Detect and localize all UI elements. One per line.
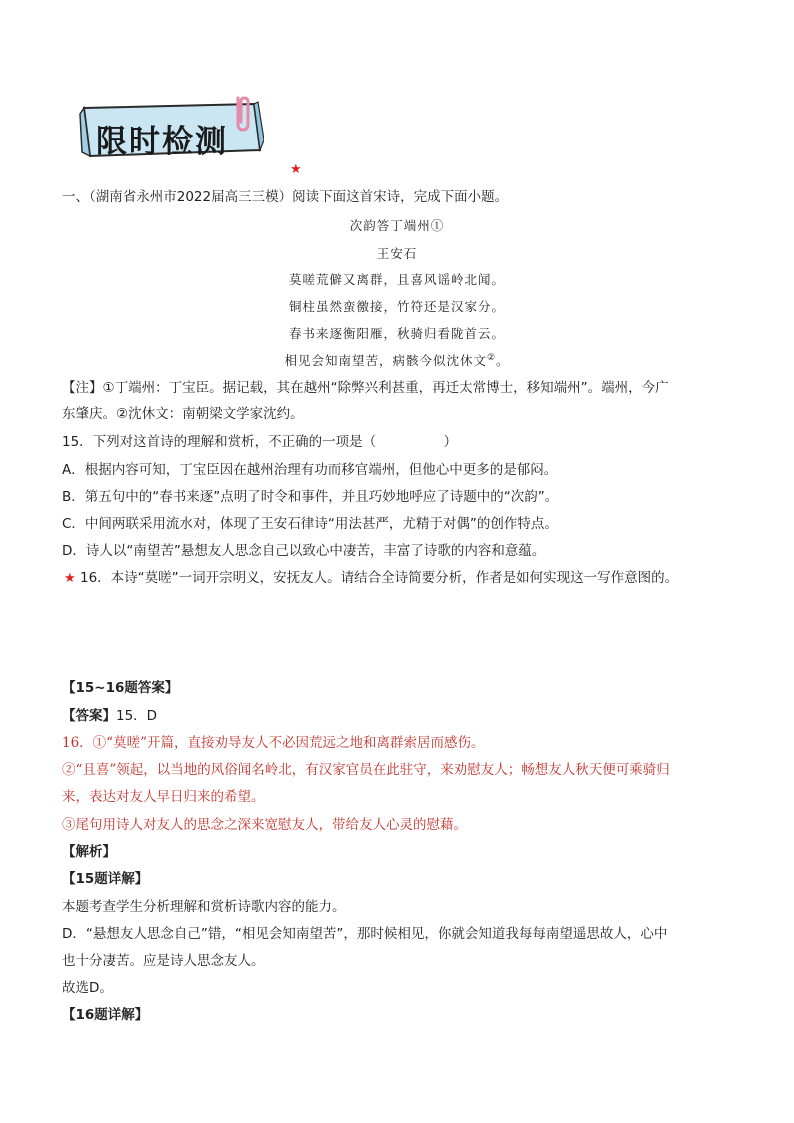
answer-16-point-1: 16．①“莫嗟”开篇，直接劝导友人不必因荒远之地和离群索居而感伤。 [62, 735, 485, 751]
poem-line: 莫嗟荒僻又离群，且喜风谣岭北闻。 [288, 272, 505, 287]
answer-16-point-2-cont: 来，表达对友人早日归来的希望。 [62, 789, 265, 805]
notes-line: 【注】①丁端州：丁宝臣。据记载，其在越州“除弊兴利甚重，再迁太常博士，移知端州”。端州，今广 [62, 380, 669, 396]
q15-analysis-title: 【15题详解】 [62, 871, 149, 887]
star-icon: ★ [290, 162, 302, 177]
question-16-stem: 16．本诗“莫嗟”一词开宗明义，安抚友人。请结合全诗简要分析，作者是如何实现这一写作意图的。 [80, 570, 679, 586]
question-15-stem: 15．下列对这首诗的理解和赏析，不正确的一项是（ ） [62, 434, 458, 450]
answer-section-title: 【15~16题答案】 [62, 680, 179, 696]
star-icon: ★ [64, 571, 76, 586]
option-a: A．根据内容可知，丁宝臣因在越州治理有功而移官端州，但他心中更多的是郁闷。 [62, 462, 558, 478]
poem-line: 春书来逐衡阳雁，秋骑归看陇首云。 [288, 326, 505, 341]
analysis-title: 【解析】 [62, 844, 116, 860]
page-title: 限时检测 [96, 124, 228, 160]
poem-title: 次韵答丁端州① [349, 218, 445, 233]
question-intro: 一、（湖南省永州市2022届高三三模）阅读下面这首宋诗，完成下面小题。 [62, 189, 509, 205]
option-d: D．诗人以“南望苦”悬想友人思念自己以致心中凄苦，丰富了诗歌的内容和意蕴。 [62, 543, 546, 559]
q15-analysis-line: 本题考查学生分析理解和赏析诗歌内容的能力。 [62, 899, 346, 915]
option-c: C．中间两联采用流水对，体现了王安石律诗“用法甚严，尤精于对偶”的创作特点。 [62, 516, 558, 532]
notes-line: 东肇庆。②沈休文：南朝梁文学家沈约。 [62, 406, 304, 422]
q15-analysis-line: D．“悬想友人思念自己”错，“相见会知南望苦”，那时候相见，你就会知道我每每南望遥思故人，心中 [62, 926, 668, 942]
answer-15: 【答案】15．D [62, 708, 158, 724]
q16-analysis-title: 【16题详解】 [62, 1007, 149, 1023]
poem-author: 王安石 [376, 246, 418, 261]
paperclip-icon [228, 94, 258, 134]
poem-line: 铜柱虽然蛮徼接，竹符还是汉家分。 [288, 299, 505, 314]
q15-analysis-line: 故选D。 [62, 980, 113, 996]
option-b: B．第五句中的“春书来逐”点明了时令和事件，并且巧妙地呼应了诗题中的“次韵”。 [62, 489, 559, 505]
poem-line-last: 相见会知南望苦，病骸今似沈休文②。 [284, 352, 510, 368]
answer-16-point-3: ③尾句用诗人对友人的思念之深来宽慰友人，带给友人心灵的慰藉。 [62, 817, 467, 833]
answer-16-point-2: ②“且喜”领起，以当地的风俗闻名岭北，有汉家官员在此驻守，来劝慰友人；畅想友人秋天便可乘骑归 [62, 762, 670, 778]
q15-analysis-line: 也十分凄苦。应是诗人思念友人。 [62, 953, 265, 969]
